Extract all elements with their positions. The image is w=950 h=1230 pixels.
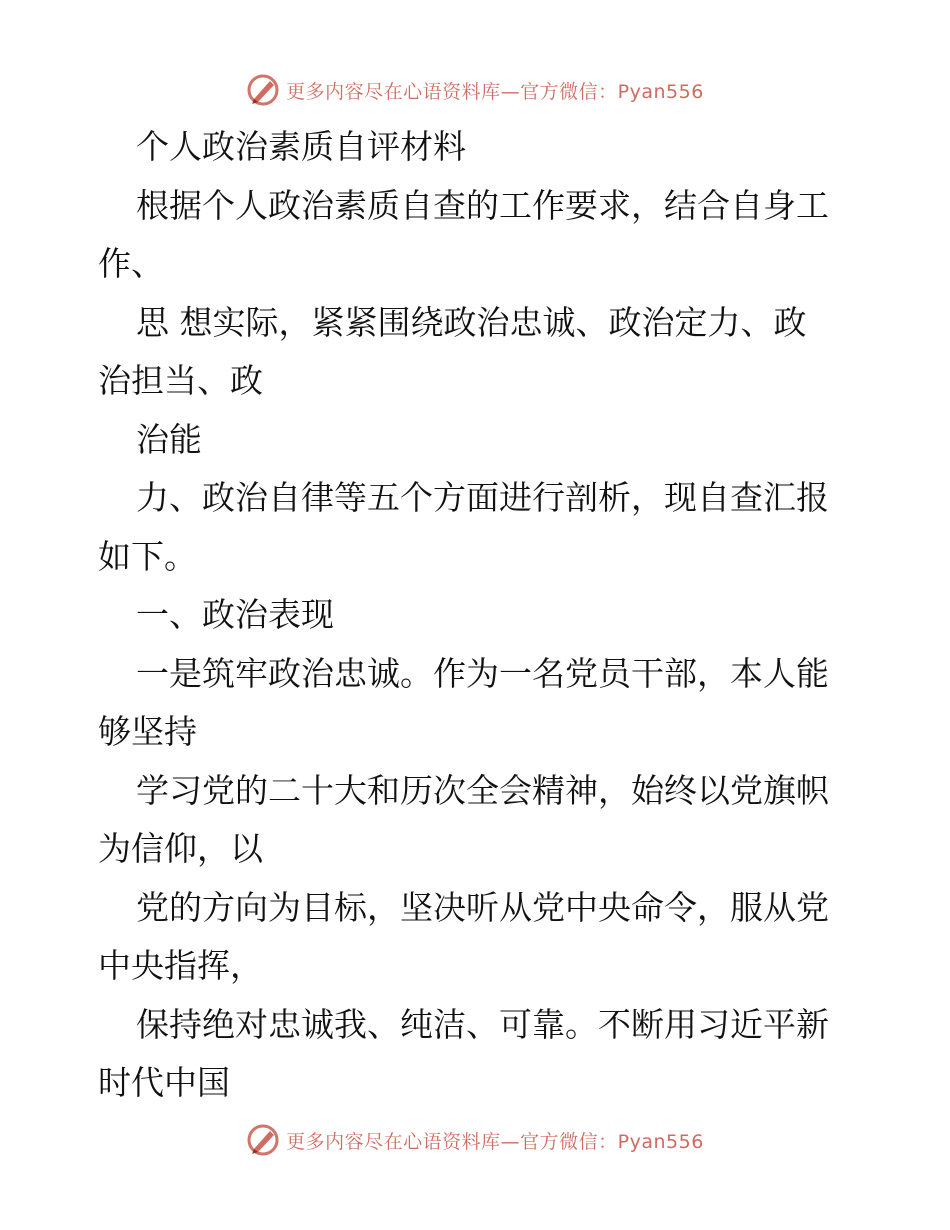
header-watermark: [0, 70, 950, 110]
document-title: 个人政治素质自评材料: [136, 127, 466, 166]
paragraph-line: 够坚持: [98, 712, 197, 751]
section-heading: 一、政治表现: [136, 595, 334, 634]
paragraph-line: 时代中国: [98, 1063, 230, 1102]
paragraph-line: 党的方向为目标，坚决听从党中央命令，服从党: [136, 887, 829, 927]
paragraph-line: 为信仰，以: [98, 829, 263, 868]
paragraph-line: 中央指挥，: [98, 946, 263, 985]
pen-logo-icon: [246, 1123, 280, 1157]
paragraph-line: 思 想实际，紧紧围绕政治忠诚、政治定力、政: [136, 302, 807, 342]
paragraph-line: 治担当、政: [98, 361, 263, 400]
paragraph-line: 学习党的二十大和历次全会精神，始终以党旗帜: [136, 770, 829, 810]
paragraph-line: 作、: [98, 244, 164, 283]
footer-watermark: [0, 1120, 950, 1160]
paragraph-line: 一是筑牢政治忠诚。作为一名党员干部，本人能: [136, 653, 829, 693]
paragraph-line: 治能: [136, 419, 202, 459]
watermark-text: 更多内容尽在心语资料库—官方微信：Pyan556: [286, 1130, 704, 1153]
paragraph-line: 力、政治自律等五个方面进行剖析，现自查汇报: [136, 478, 829, 517]
pen-logo-icon: [246, 73, 280, 107]
paragraph-line: 保持绝对忠诚我、纯洁、可靠。不断用习近平新: [136, 1004, 829, 1044]
paragraph-line: 如下。: [98, 536, 197, 576]
document-body: [98, 118, 858, 1113]
watermark-text: 更多内容尽在心语资料库—官方微信：Pyan556: [286, 80, 704, 103]
paragraph-line: 根据个人政治素质自查的工作要求，结合自身工: [136, 185, 829, 225]
